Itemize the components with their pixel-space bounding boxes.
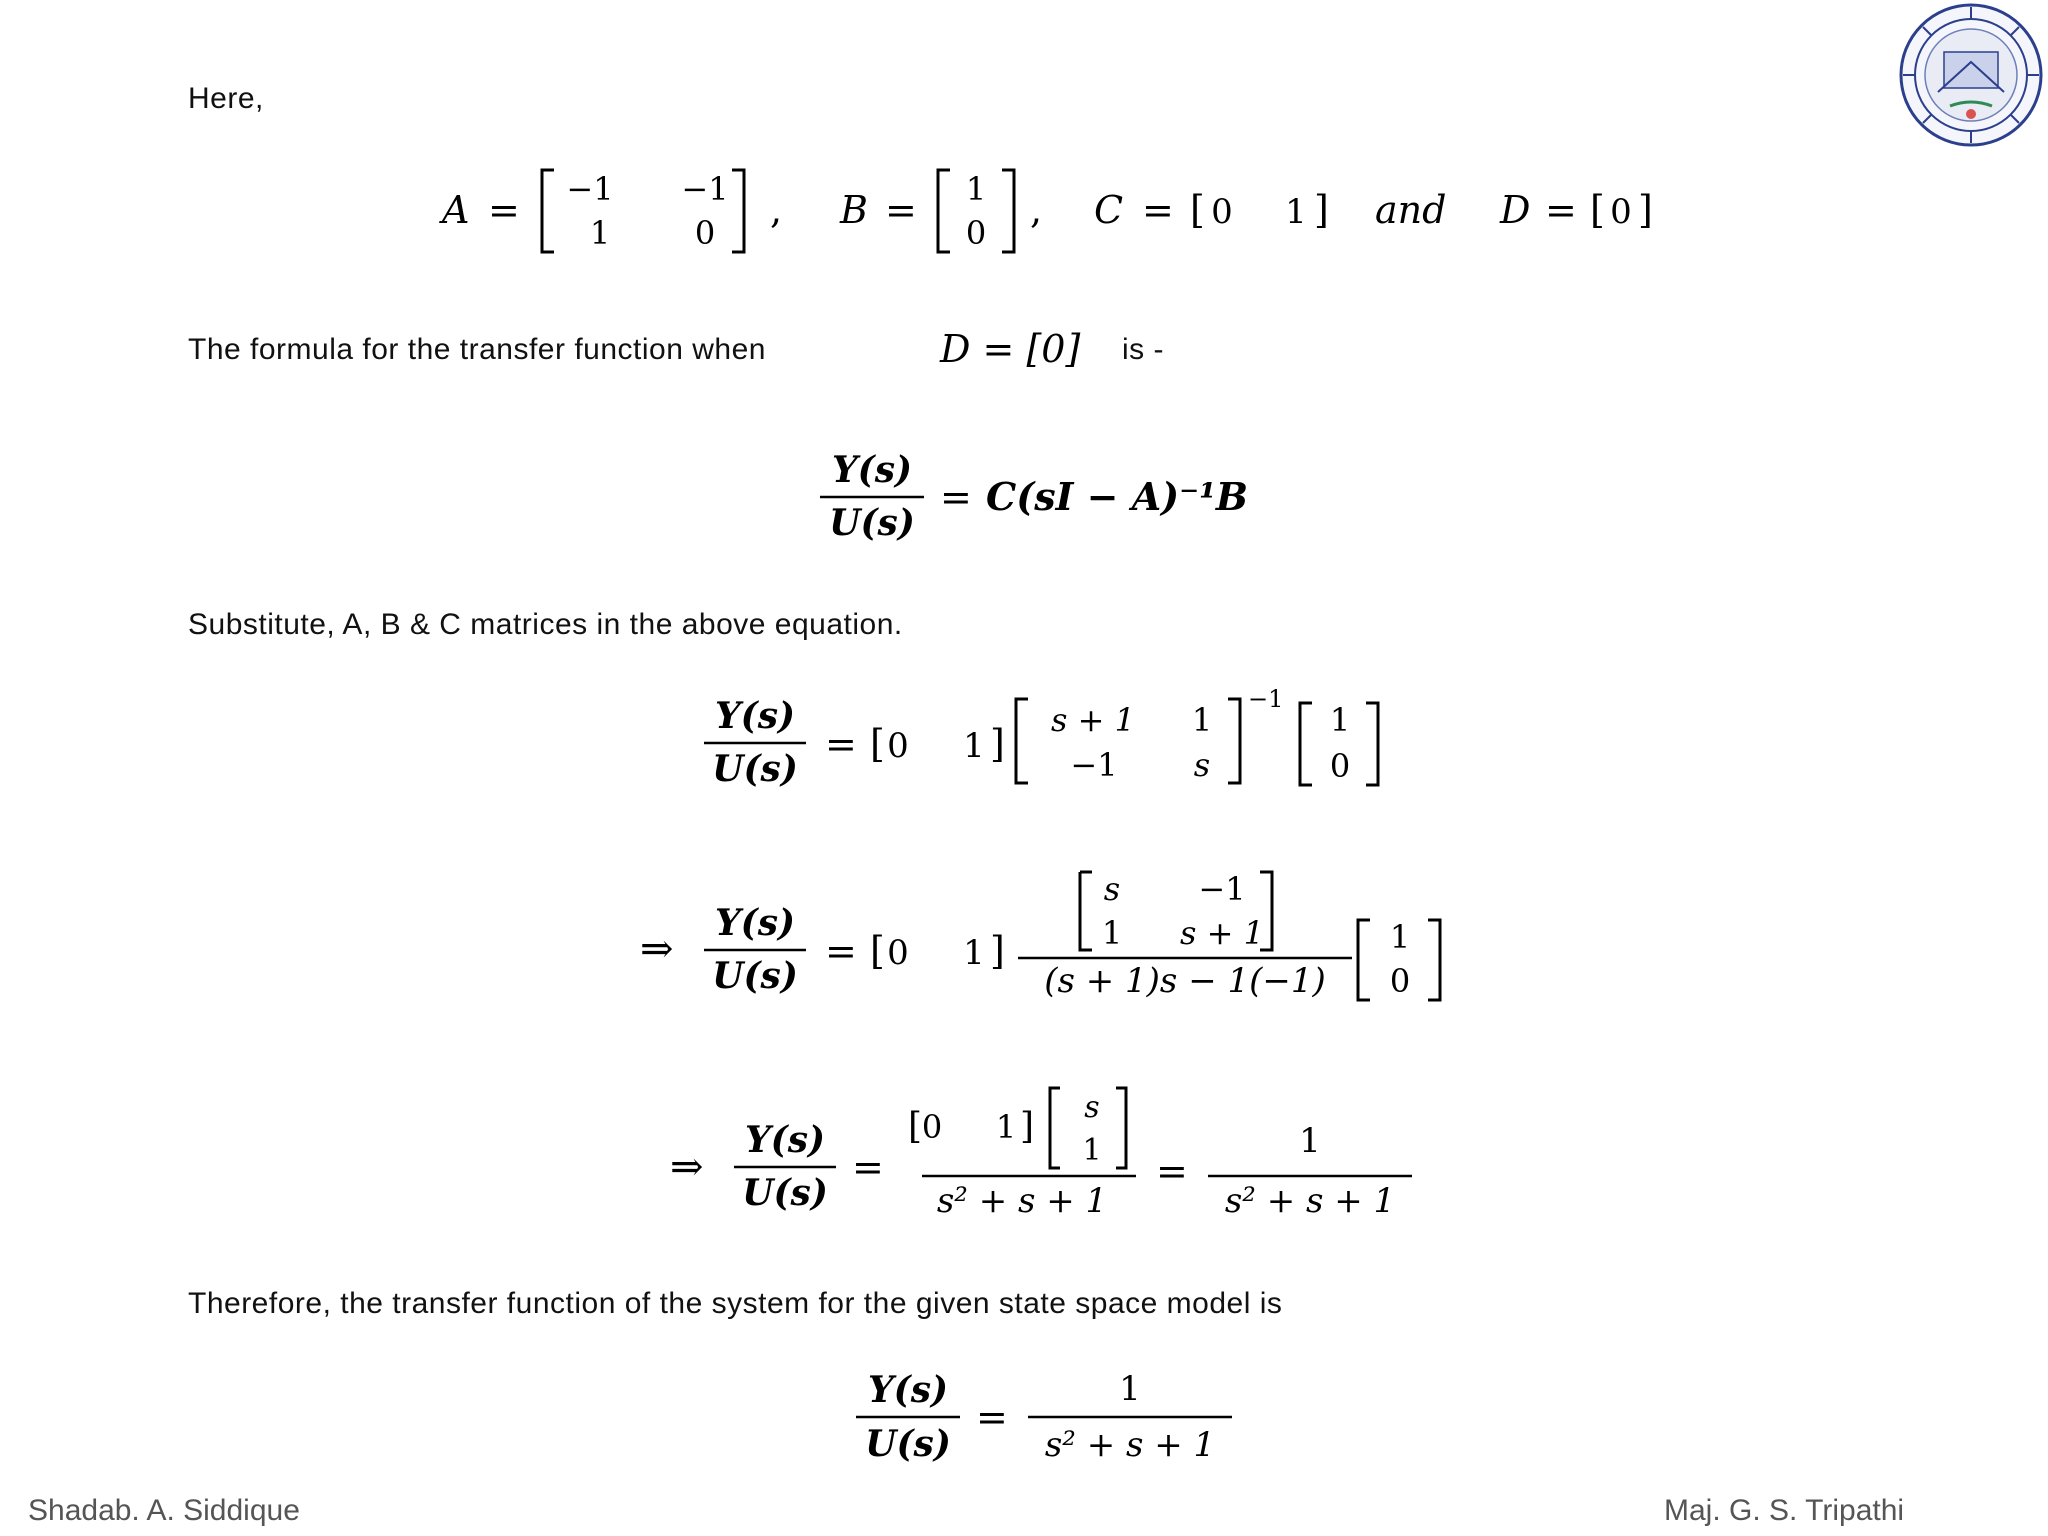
matrix-d-cell: 0 [1610,192,1632,232]
implies-symbol: ⇒ [670,1144,704,1190]
svg-text:=: = [1156,1149,1188,1193]
col-vector-cell: 1 [1329,701,1351,739]
col-vector-cell: 0 [1329,747,1351,785]
matrix-cell: −1 [1070,746,1118,784]
fraction-denominator: U(s) [712,748,798,790]
matrix-definitions [430,160,1680,260]
step3-rhs-numerator: 1 [1299,1121,1321,1161]
svg-text:=: = [885,188,917,232]
fraction-numerator: Y(s) [867,1369,949,1411]
matrix-cell: s + 1 [1051,701,1135,739]
fraction-numerator: Y(s) [714,902,796,944]
footer-left-author: Shadab. A. Siddique [28,1494,300,1527]
svg-text:[: [ [1590,188,1605,232]
svg-text:,: , [770,188,783,232]
footer-right-author: Maj. G. S. Tripathi [1664,1494,1905,1527]
substitute-text: Substitute, A, B & C matrices in the above equation. [188,608,903,641]
svg-text:=: = [1142,188,1174,232]
matrix-cell: 1 [1191,701,1213,739]
matrix-b-label: B [840,188,868,232]
svg-text:=: = [488,188,520,232]
svg-text:,: , [1030,188,1043,232]
col-vector-cell: 1 [1082,1133,1102,1168]
implies-symbol: ⇒ [640,926,674,972]
adjugate-cell: −1 [1198,870,1246,908]
fraction-denominator: U(s) [742,1172,828,1214]
step3-rhs-denominator: s² + s + 1 [1224,1181,1396,1221]
row-vector-cell: 1 [963,933,985,973]
row-vector-cell: 0 [887,933,909,973]
formula-text-after: is - [1122,333,1164,366]
fraction-numerator: Y(s) [744,1119,826,1161]
svg-text:[: [ [870,722,885,766]
matrix-a-label: A [442,188,470,232]
matrix-b-cell: 0 [965,214,987,252]
col-vector-cell: 1 [1389,918,1411,956]
general-rhs: C(sI − A)⁻¹B [986,474,1248,519]
svg-text:[: [ [1190,188,1205,232]
formula-text-before: The formula for the transfer function when [188,333,766,366]
svg-text:]: ] [990,929,1005,973]
matrix-cell: s [1193,746,1211,784]
equation-step-2 [630,860,1470,1020]
row-vector-cell: 1 [963,726,985,766]
formula-condition-math: D = [0] [940,327,1081,371]
row-vector-cell: 1 [995,1108,1017,1146]
row-vector-cell: 0 [887,726,909,766]
matrix-b-left-bracket [938,170,950,252]
determinant: (s + 1)s − 1(−1) [1044,961,1326,1001]
equation-step-3 [660,1080,1420,1230]
svg-text:[: [ [908,1106,923,1147]
matrix-a-cell: −1 [681,170,729,208]
fraction-denominator: U(s) [865,1423,951,1465]
matrix-b-cell: 1 [965,170,987,208]
transfer-function-formula [800,440,1320,550]
svg-text:]: ] [1314,188,1329,232]
step3-denominator: s² + s + 1 [936,1181,1108,1221]
col-vector-cell: s [1084,1090,1100,1125]
university-seal-icon [1898,2,2044,148]
svg-text:=: = [825,722,857,766]
equation-step-1 [690,685,1410,805]
fraction-numerator: Y(s) [831,449,913,491]
final-transfer-function [840,1360,1240,1470]
final-denominator: s² + s + 1 [1044,1425,1216,1465]
adjugate-cell: s [1103,870,1121,908]
adjugate-cell: s + 1 [1180,914,1264,952]
svg-text:=: = [852,1145,884,1189]
svg-text:=: = [1545,188,1577,232]
final-numerator: 1 [1119,1369,1141,1409]
matrix-a-cell: −1 [566,170,614,208]
matrix-a-cell: 0 [694,214,716,252]
adjugate-cell: 1 [1101,914,1123,952]
and-word: and [1375,188,1447,232]
fraction-denominator: U(s) [712,955,798,997]
matrix-a-left-bracket [542,170,554,252]
fraction-numerator: Y(s) [714,695,796,737]
matrix-c-cell: 1 [1285,192,1307,232]
matrix-c-cell: 0 [1211,192,1233,232]
matrix-a-cell: 1 [589,214,611,252]
row-vector-cell: 0 [921,1108,943,1146]
svg-text:=: = [940,475,972,519]
therefore-text: Therefore, the transfer function of the system for the given state space model is [188,1287,1283,1320]
matrix-d-label: D [1500,188,1531,232]
svg-text:[: [ [870,929,885,973]
svg-text:]: ] [1020,1106,1035,1147]
fraction-denominator: U(s) [829,502,915,544]
svg-text:]: ] [990,722,1005,766]
svg-text:]: ] [1638,188,1653,232]
intro-text: Here, [188,82,264,115]
svg-text:=: = [976,1395,1008,1439]
col-vector-cell: 0 [1389,962,1411,1000]
inverse-exponent: −1 [1248,685,1284,713]
matrix-a-right-bracket [732,170,744,252]
matrix-c-label: C [1094,188,1124,232]
matrix-b-right-bracket [1002,170,1014,252]
svg-text:=: = [825,929,857,973]
formula-condition [940,327,1080,371]
